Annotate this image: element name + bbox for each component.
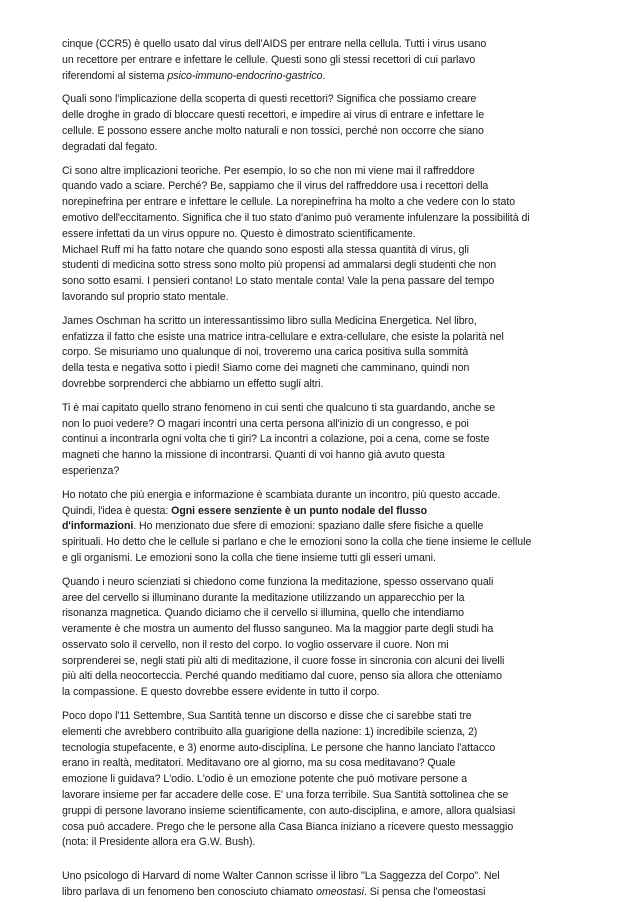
paragraph-6 bbox=[62, 488, 586, 567]
text-segment: tecnologia stupefacente, e 3) enorme auto-disciplina. Le persone che hanno lanciato l'attacco bbox=[62, 741, 496, 754]
text-line bbox=[62, 725, 586, 741]
text-line bbox=[62, 164, 586, 180]
text-line bbox=[62, 685, 586, 701]
text-segment: . Si pensa che l'omeostasi bbox=[363, 886, 486, 899]
text-segment: emotivo dell'eccitamento. Significa che il tuo stato d'animo può veramente infulenzare la possibilità di bbox=[62, 211, 530, 224]
paragraph-8 bbox=[62, 709, 586, 851]
text-line bbox=[62, 92, 586, 108]
text-segment: elementi che avrebbero contribuito alla guarigione della nazione: 1) incredibile scienza, 2) bbox=[62, 725, 478, 738]
bold-text: d'informazioni bbox=[62, 520, 134, 533]
text-segment: studenti di medicina sotto stress sono molto più propensi ad ammalarsi degli studenti che non bbox=[62, 259, 497, 272]
text-segment: Ci sono altre implicazioni teoriche. Per esempio, Io so che non mi viene mai il raffreddore bbox=[62, 164, 475, 177]
text-segment: Uno psicologo di Harvard di nome Walter Cannon scrisse il libro "La Saggezza del Corpo". Nel bbox=[62, 870, 500, 883]
text-line bbox=[62, 504, 586, 520]
text-segment: spirituali. Ho detto che le cellule si parlano e che le emozioni sono la colla che tiene insieme le cellule bbox=[62, 536, 532, 549]
text-segment: Michael Ruff mi ha fatto notare che quando sono esposti alla stessa quantità di virus, gli bbox=[62, 243, 469, 256]
text-line bbox=[62, 108, 586, 124]
paragraph-3 bbox=[62, 164, 586, 306]
text-segment: quando vado a sciare. Perché? Be, sappiamo che il virus del raffreddore usa i recettori della bbox=[62, 180, 489, 193]
text-segment: più alti della neocorteccia. Perché quando meditiamo dal cuore, penso sia allora che otteniamo bbox=[62, 670, 502, 683]
text-line bbox=[62, 345, 586, 361]
text-line bbox=[62, 709, 586, 725]
paragraph-1 bbox=[62, 37, 586, 84]
text-segment: cosa può accadere. Prego che le persone alla Casa Bianca iniziano a ricevere questo messaggio bbox=[62, 820, 514, 833]
text-line bbox=[62, 69, 586, 85]
text-line bbox=[62, 622, 586, 638]
text-segment: aree del cervello si illuminano durante la meditazione utilizzando un apparecchio per la bbox=[62, 591, 465, 604]
text-line bbox=[62, 464, 586, 480]
paragraph-7 bbox=[62, 575, 586, 701]
text-line bbox=[62, 195, 586, 211]
text-line bbox=[62, 377, 586, 393]
document-body bbox=[62, 37, 586, 901]
text-line bbox=[62, 519, 586, 535]
text-segment: sono sotto esami. I pensieri contano! Lo stato mentale conta! Vale la pena passare del tempo bbox=[62, 275, 495, 288]
text-segment: delle droghe in grado di bloccare questi recettori, e impedire ai virus di entrare e infettare le bbox=[62, 109, 485, 122]
text-line bbox=[62, 417, 586, 433]
text-segment: Quindi, l'idea è questa: bbox=[62, 504, 172, 517]
text-segment: della testa e negativa sotto i piedi! Siamo come dei magneti che camminano, quindi non bbox=[62, 362, 470, 375]
text-segment: essere infettati da un virus oppure no. Questo è dimostrato scientificamente. bbox=[62, 227, 416, 240]
text-segment: gruppi di persone lavorano insieme scientificamente, con auto-disciplina, e amore, allora qualsiasi bbox=[62, 804, 516, 817]
text-segment: cinque (CCR5) è quello usato dal virus dell'AIDS per entrare nella cellula. Tutti i virus usano bbox=[62, 38, 487, 50]
text-segment: . bbox=[322, 69, 326, 82]
text-segment: esperienza? bbox=[62, 464, 120, 477]
text-segment: Quando i neuro scienziati si chiedono come funziona la meditazione, spesso osservano quali bbox=[62, 575, 494, 588]
paragraph-2 bbox=[62, 92, 586, 155]
text-segment: libro parlava di un fenomeno ben conosciuto chiamato bbox=[62, 886, 317, 899]
text-line bbox=[62, 551, 586, 567]
text-line bbox=[62, 885, 586, 901]
text-segment: risonanza magnetica. Quando diciamo che il cervello si illumina, quello che intendiamo bbox=[62, 607, 465, 620]
text-line bbox=[62, 772, 586, 788]
text-line bbox=[62, 37, 586, 53]
text-segment: osservato solo il cervello, non il resto del corpo. Io voglio osservare il cuore. Non mi bbox=[62, 638, 449, 651]
text-line bbox=[62, 401, 586, 417]
text-line bbox=[62, 124, 586, 140]
text-segment: Ho notato che più energia e informazione è scambiata durante un incontro, più questo accade. bbox=[62, 488, 501, 501]
text-segment: lavorando sul proprio stato mentale. bbox=[62, 290, 229, 303]
text-segment: dovrebbe sorprenderci che abbiamo un effetto sugli altri. bbox=[62, 377, 324, 390]
italic-text: omeostasi bbox=[316, 886, 364, 899]
text-line bbox=[62, 290, 586, 306]
paragraph-9 bbox=[62, 869, 586, 901]
text-line bbox=[62, 274, 586, 290]
text-segment: . Ho menzionato due sfere di emozioni: spaziano dalle sfere fisiche a quelle bbox=[133, 520, 484, 533]
text-segment: Quali sono l'implicazione della scoperta di questi recettori? Significa che possiamo creare bbox=[62, 93, 477, 106]
text-line bbox=[62, 243, 586, 259]
text-segment: Poco dopo l'11 Settembre, Sua Santità tenne un discorso e disse che ci sarebbe stati tre bbox=[62, 710, 472, 723]
text-segment: non lo puoi vedere? O magari incontri una certa persona all'inizio di un congresso, e poi bbox=[62, 417, 469, 430]
text-line bbox=[62, 488, 586, 504]
text-segment: (nota: il Presidente allora era G.W. Bush). bbox=[62, 836, 256, 849]
paragraph-4 bbox=[62, 314, 586, 393]
text-segment: lavorare insieme per far accadere delle cose. E' una forza terribile. Sua Santità sottolinea che se bbox=[62, 789, 509, 802]
paragraph-5 bbox=[62, 401, 586, 480]
text-segment: erano in realtà, meditatori. Meditavano ore al giorno, ma su cosa meditavano? Quale bbox=[62, 757, 456, 770]
italic-text: psico-immuno-endocrino-gastrico bbox=[167, 69, 323, 82]
text-line bbox=[62, 741, 586, 757]
text-line bbox=[62, 53, 586, 69]
text-segment: corpo. Se misuriamo uno qualunque di noi, troveremo una carica positiva sulla sommità bbox=[62, 346, 469, 359]
text-segment: continui a incontrarla ogni volta che ti giri? La incontri a colazione, poi a cena, come se foste bbox=[62, 433, 490, 446]
text-line bbox=[62, 227, 586, 243]
text-segment: norepinefrina per entrare e infettare le cellule. La norepinefrina ha molto a che vedere con lo stato bbox=[62, 196, 516, 209]
text-line bbox=[62, 788, 586, 804]
text-segment: riferendomi al sistema bbox=[62, 69, 168, 82]
text-line bbox=[62, 330, 586, 346]
text-line bbox=[62, 432, 586, 448]
text-line bbox=[62, 869, 586, 885]
text-segment: sorprenderei se, negli stati più alti di meditazione, il cuore fosse in sincronia con alcuni dei livelli bbox=[62, 654, 505, 667]
text-line bbox=[62, 448, 586, 464]
text-line bbox=[62, 140, 586, 156]
text-line bbox=[62, 314, 586, 330]
text-segment: la compassione. E questo dovrebbe essere evidente in tutto il corpo. bbox=[62, 686, 380, 699]
text-segment: un recettore per entrare e infettare le cellule. Questi sono gli stessi recettori di cui parlavo bbox=[62, 53, 476, 66]
text-line bbox=[62, 606, 586, 622]
text-segment: cellule. E possono essere anche molto naturali e non tossici, perché non occorre che siano bbox=[62, 124, 484, 137]
text-line bbox=[62, 669, 586, 685]
text-line bbox=[62, 361, 586, 377]
text-segment: Ti è mai capitato quello strano fenomeno in cui senti che qualcuno ti sta guardando, anche se bbox=[62, 401, 496, 414]
text-line bbox=[62, 575, 586, 591]
text-segment: James Oschman ha scritto un interessantissimo libro sulla Medicina Energetica. Nel libro, bbox=[62, 314, 477, 327]
text-line bbox=[62, 535, 586, 551]
text-line bbox=[62, 804, 586, 820]
text-line bbox=[62, 835, 586, 851]
text-line bbox=[62, 179, 586, 195]
text-line bbox=[62, 211, 586, 227]
text-line bbox=[62, 591, 586, 607]
text-segment: emozione li guidava? L'odio. L'odio è un emozione potente che può motivare persone a bbox=[62, 773, 468, 786]
text-segment: enfatizza il fatto che esiste una matrice intra-cellulare e extra-cellulare, che esiste la polarità nel bbox=[62, 330, 504, 343]
text-line bbox=[62, 820, 586, 836]
text-line bbox=[62, 756, 586, 772]
text-segment: veramente è che mostra un aumento del flusso sanguneo. Ma la maggior parte degli studi ha bbox=[62, 623, 494, 636]
text-segment: degradati dal fegato. bbox=[62, 140, 158, 153]
text-segment: magneti che hanno la missione di incontrarsi. Quanti di voi hanno già avuto questa bbox=[62, 449, 445, 462]
text-line bbox=[62, 258, 586, 274]
text-line bbox=[62, 638, 586, 654]
text-segment: e gli organismi. Le emozioni sono la colla che tiene insieme tutti gli esseri umani. bbox=[62, 551, 436, 564]
text-line bbox=[62, 654, 586, 670]
bold-text: Ogni essere senziente è un punto nodale del flusso bbox=[171, 504, 428, 517]
